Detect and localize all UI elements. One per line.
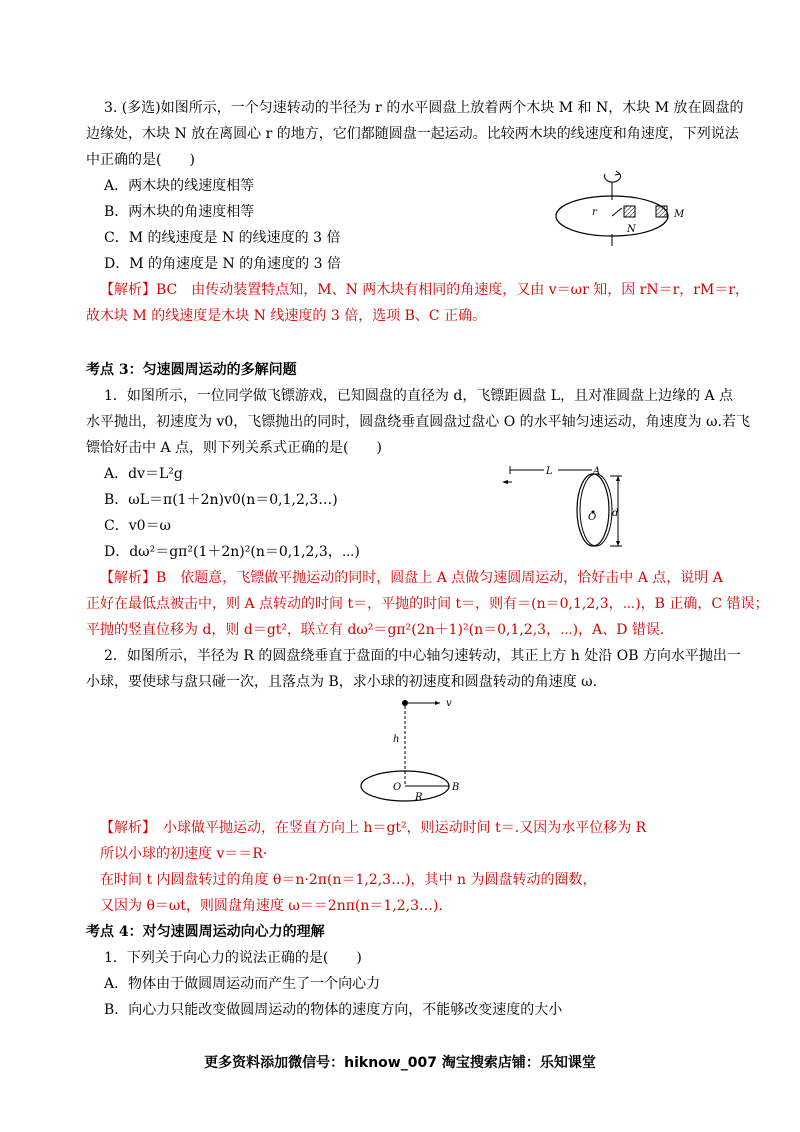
q3-line-3: 中正确的是( ) bbox=[86, 152, 195, 168]
block-m bbox=[656, 206, 667, 217]
target-disk bbox=[577, 474, 609, 546]
kp4-option-a: A．物体由于做圆周运动而产生了一个向心力 bbox=[104, 976, 381, 992]
q3-option-c: C．M 的线速度是 N 的线速度的 3 倍 bbox=[104, 230, 341, 246]
kp3-title: 考点 3：匀速圆周运动的多解问题 bbox=[86, 362, 297, 378]
q3-line-1: 3. (多选)如图所示，一个匀速转动的半径为 r 的水平圆盘上放着两个木块 M 和 N，木块 M 放在圆盘的 bbox=[104, 100, 744, 116]
kp3-p1-answer-2: 正好在最低点被击中，则 A 点转动的时间 t＝，平抛的时间 t＝，则有＝(n＝0,1,2,3，⋯)，B 正确，C 错误； bbox=[86, 596, 769, 612]
footer-note: 更多资料添加微信号：hiknow_007 淘宝搜索店铺：乐知课堂 bbox=[204, 1055, 596, 1071]
q3-answer-1: 【解析】BC 由传动装置特点知，M、N 两木块有相同的角速度，又由 v＝ωr 知，因 rN＝r，rM＝r， bbox=[100, 282, 750, 298]
kp3-p1-answer-1: 【解析】B 依题意，飞镖做平抛运动的同时，圆盘上 A 点做匀速圆周运动，恰好击中 A 点，说明 A bbox=[100, 570, 723, 586]
kp3-p2-line-1: 2．如图所示，半径为 R 的圆盘绕垂直于盘面的中心轴匀速转动，其正上方 h 处沿 OB 方向水平抛出一 bbox=[104, 648, 741, 664]
kp3-p1-line-3: 镖恰好击中 A 点，则下列关系式正确的是( ) bbox=[86, 440, 382, 456]
label-m: M bbox=[674, 209, 685, 220]
label-r: r bbox=[592, 207, 597, 218]
kp3-p2-answer-4: 又因为 θ＝ωt，则圆盘角速度 ω＝＝2nπ(n＝1,2,3…). bbox=[100, 898, 443, 914]
kp3-p1-line-2: 水平抛出，初速度为 v0，飞镖抛出的同时，圆盘绕垂直圆盘过盘心 O 的水平轴匀速运动，角速度为 ω.若飞 bbox=[86, 414, 750, 430]
dart-icon bbox=[502, 480, 508, 484]
kp3-p1-option-a: A．dv＝L²g bbox=[104, 466, 183, 482]
label-b: B bbox=[452, 782, 460, 793]
kp4-title: 考点 4：对匀速圆周运动向心力的理解 bbox=[86, 924, 325, 940]
q3-answer-2: 故木块 M 的线速度是木块 N 线速度的 3 倍，选项 B、C 正确。 bbox=[86, 308, 487, 324]
rotation-arrow-icon bbox=[605, 174, 621, 182]
label-a: A bbox=[593, 466, 601, 477]
kp3-p1-option-d: D．dω²＝gπ²(1＋2n)²(n＝0,1,2,3，⋯) bbox=[104, 544, 360, 560]
label-o2: O bbox=[393, 782, 402, 793]
kp3-p1-option-b: B．ωL＝π(1＋2n)v0(n＝0,1,2,3…) bbox=[104, 492, 338, 508]
label-l: L bbox=[546, 466, 553, 477]
ball bbox=[402, 700, 408, 706]
kp3-p1-answer-3: 平抛的竖直位移为 d，则 d＝gt²，联立有 dω²＝gπ²(2n＋1)²(n＝0,1,2,3，⋯)，A、D 错误. bbox=[86, 622, 665, 638]
kp3-p2-answer-3: 在时间 t 内圆盘转过的角度 θ＝n·2π(n＝1,2,3…)，其中 n 为圆盘转动的圈数， bbox=[100, 872, 597, 888]
kp3-p1-option-c: C．v0＝ω bbox=[104, 518, 171, 534]
label-o: O bbox=[588, 512, 597, 523]
q3-option-a: A．两木块的线速度相等 bbox=[104, 178, 255, 194]
q3-option-b: B．两木块的角速度相等 bbox=[104, 204, 255, 220]
kp4-line-1: 1．下列关于向心力的说法正确的是( ) bbox=[104, 950, 362, 966]
block-n bbox=[624, 206, 635, 217]
kp3-p2-answer-2: 所以小球的初速度 v＝＝R· bbox=[100, 846, 268, 862]
label-h: h bbox=[393, 734, 400, 745]
q3-line-2: 边缘处，木块 N 放在离圆心 r 的地方，它们都随圆盘一起运动。比较两木块的线速度和角速度，下列说法 bbox=[86, 126, 739, 142]
kp3-p2-line-2: 小球，要使球与盘只碰一次，且落点为 B，求小球的初速度和圆盘转动的角速度 ω. bbox=[86, 674, 598, 690]
q3-option-d: D．M 的角速度是 N 的角速度的 3 倍 bbox=[104, 256, 341, 272]
kp3-p2-answer-1: 【解析】 小球做平抛运动，在竖直方向上 h＝gt²，则运动时间 t＝.又因为水平位移为 R bbox=[100, 820, 647, 836]
label-r2: R bbox=[415, 792, 423, 803]
label-v: v bbox=[446, 698, 452, 709]
label-n: N bbox=[627, 224, 636, 235]
label-d: d bbox=[612, 508, 619, 519]
kp4-option-b: B．向心力只能改变做圆周运动的物体的速度方向，不能够改变速度的大小 bbox=[104, 1002, 563, 1018]
disk-blocks-figure bbox=[550, 160, 700, 250]
ball-disk-figure bbox=[360, 690, 470, 805]
kp3-p1-line-1: 1．如图所示，一位同学做飞镖游戏，已知圆盘的直径为 d，飞镖距圆盘 L，且对准圆盘上边缘的 A 点 bbox=[104, 388, 734, 404]
dart-disk-figure bbox=[500, 460, 630, 550]
